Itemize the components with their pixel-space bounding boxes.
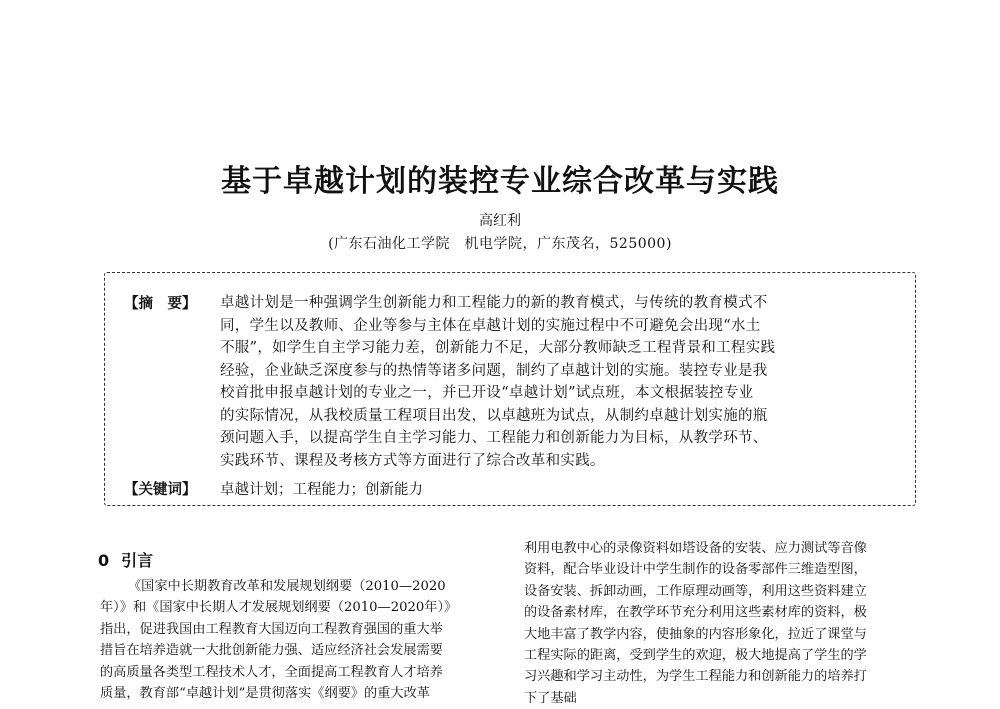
author-name: 高红利 (479, 213, 521, 229)
section-heading (98, 548, 153, 571)
body-line: 习兴趣和学习主动性，为学生工程能力和创新能力的培养打 (524, 669, 867, 685)
body-line: 指出，促进我国由工程教育大国迈向工程教育强国的重大举 (100, 621, 443, 637)
body-line: 工程实际的距离，受到学生的欢迎，极大地提高了学生的学 (524, 648, 867, 664)
abstract-line: 卓越计划是一种强调学生创新能力和工程能力的新的教育模式，与传统的教育模式不 (220, 295, 768, 311)
abstract-line: 经验，企业缺乏深度参与的热情等诸多问题，制约了卓越计划的实施。装控专业是我 (220, 362, 768, 379)
section-title: 引言 (121, 551, 154, 570)
body-line: 资料，配合毕业设计中学生制作的设备零部件三维造型图， (524, 562, 867, 578)
body-line: 的高质量各类型工程技术人才，全面提高工程教育人才培养 (100, 664, 443, 680)
abstract-text (220, 292, 910, 472)
abstract-line: 的实际情况，从我校质量工程项目出发，以卓越班为试点，从制约卓越计划实施的瓶 (220, 407, 768, 424)
body-line: 质量，教育部“卓越计划”是贯彻落实《纲要》的重大改革 (100, 686, 430, 702)
keywords-label: 【关键词】 (124, 482, 197, 498)
body-line: 年）》和《国家中长期人才发展规划纲要（2010—2020年）》 (100, 600, 458, 616)
body-line: 措旨在培养造就一大批创新能力强、适应经济社会发展需要 (100, 643, 443, 659)
body-line: 《国家中长期教育改革和发展规划纲要（2010—2020 (128, 579, 446, 594)
abstract-line: 实践环节、课程及考核方式等方面进行了综合改革和实践。 (220, 452, 605, 469)
section-number: 0 (98, 551, 110, 570)
abstract-line: 同，学生以及教师、企业等参与主体在卓越计划的实施过程中不可避免会出现“水土 (220, 317, 761, 334)
body-line: 设备安装、拆卸动画，工作原理动画等，利用这些资料建立 (524, 583, 867, 599)
right-column (524, 538, 916, 709)
body-line: 利用电教中心的录像资料如塔设备的安装、应力测试等音像 (524, 541, 867, 556)
abstract-line: 校首批申报卓越计划的专业之一，并已开设“卓越计划”试点班，本文根据装控专业 (220, 385, 754, 401)
body-line: 下了基础 (524, 690, 577, 706)
author-affiliation: (广东石油化工学院 机电学院，广东茂名，525000) (328, 236, 672, 252)
abstract-line: 颈问题入手，以提高学生自主学习能力、工程能力和创新能力为目标，从教学环节、 (220, 430, 768, 446)
abstract-line: 不服”，如学生自主学习能力差，创新能力不足，大部分教师缺乏工程背景和工程实践 (220, 340, 776, 356)
abstract-label: 【摘 要】 (124, 296, 197, 312)
keywords-text: 卓越计划；工程能力；创新能力 (220, 482, 423, 498)
body-line: 的设备素材库，在教学环节充分利用这些素材库的资料，极 (524, 605, 867, 621)
paper-title: 基于卓越计划的装控专业综合改革与实践 (221, 164, 779, 199)
body-line: 大地丰富了教学内容，使抽象的内容形象化，拉近了课堂与 (524, 626, 867, 642)
left-column (100, 576, 500, 704)
